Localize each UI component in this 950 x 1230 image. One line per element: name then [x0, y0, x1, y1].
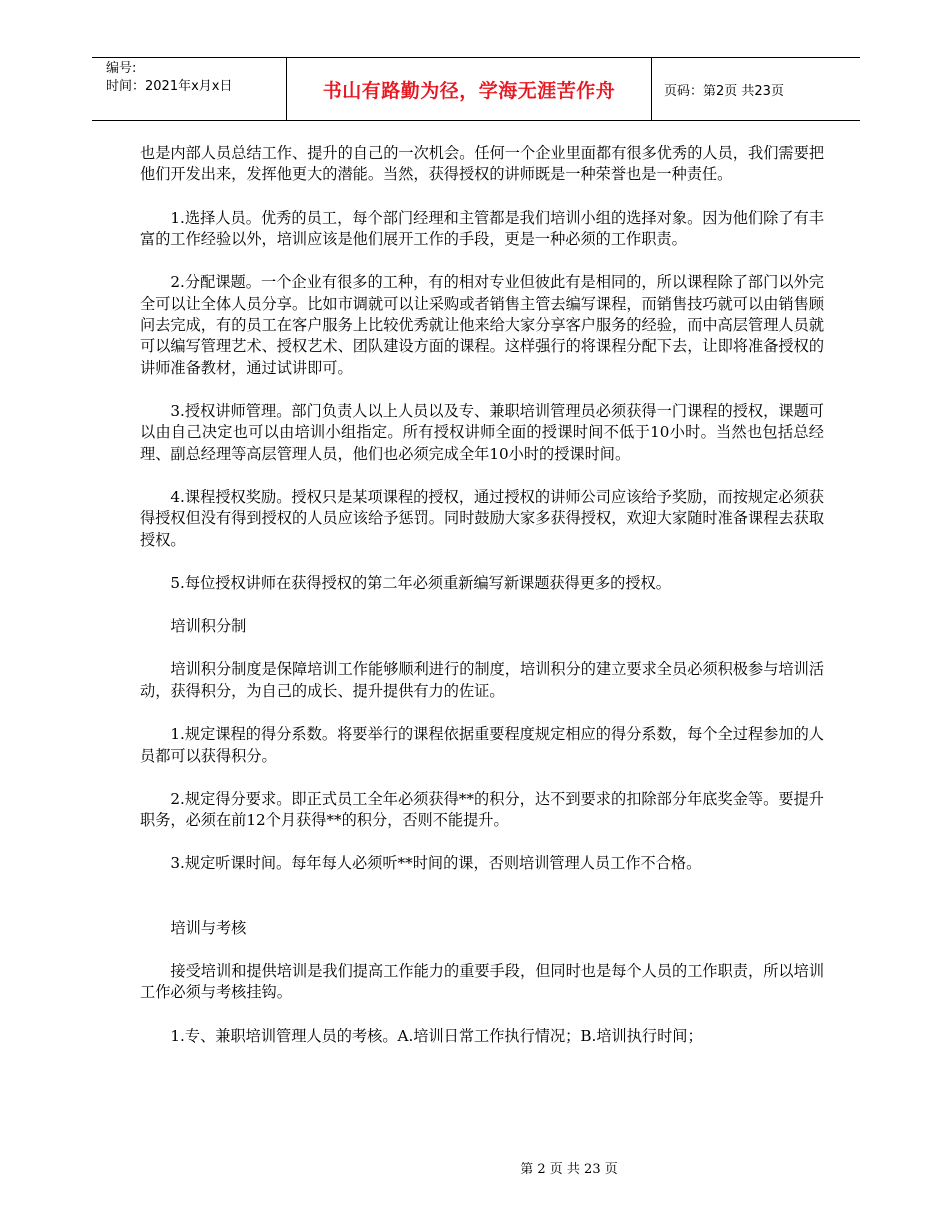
paragraph-select-personnel: 1.选择人员。优秀的员工，每个部门经理和主管都是我们培训小组的选择对象。因为他们除了有丰富的工作经验以外，培训应该是他们展开工作的手段，更是一种必须的工作职责。 [140, 208, 824, 249]
paragraph-score-requirement: 2.规定得分要求。即正式员工全年必须获得**的积分，达不到要求的扣除部分年底奖金等。要提升职务，必须在前12个月获得**的积分，否则不能提升。 [140, 789, 824, 830]
page-footer: 第 2 页 共 23 页 [520, 1162, 618, 1177]
paragraph-continuation: 也是内部人员总结工作、提升的自己的一次机会。任何一个企业里面都有很多优秀的人员，我们需要把他们开发出来，发挥他更大的潜能。当然，获得授权的讲师既是一种荣誉也是一种责任。 [140, 144, 824, 184]
document-number-label: 编号: [106, 61, 137, 76]
document-header [92, 57, 860, 121]
paragraph-attendance-time: 3.规定听课时间。每年每人必须听**时间的课，否则培训管理人员工作不合格。 [170, 854, 702, 873]
header-motto-cell [286, 58, 652, 120]
header-motto: 书山有路勤为径，学海无涯苦作舟 [322, 79, 616, 102]
paragraph-score-coefficient: 1.规定课程的得分系数。将要举行的课程依据重要程度规定相应的得分系数，每个全过程参加的人员都可以获得积分。 [140, 725, 824, 765]
header-meta [92, 58, 286, 120]
paragraph-authorization-reward: 4.课程授权奖励。授权只是某项课程的授权，通过授权的讲师公司应该给予奖励，而按规定必须获得授权但没有得到授权的人员应该给予惩罚。同时鼓励大家多获得授权，欢迎大家随时准备课程去获取授权。 [140, 488, 824, 549]
document-body [140, 143, 824, 1069]
section-heading-points-system: 培训积分制 [170, 617, 247, 636]
section-heading-training-assessment: 培训与考核 [170, 918, 247, 937]
document-time-label: 时间：2021年x月x日 [106, 79, 233, 94]
paragraph-lecturer-management: 3.授权讲师管理。部门负责人以上人员以及专、兼职培训管理员必须获得一门课程的授权，课题可以由自己决定也可以由培训小组指定。所有授权讲师全面的授课时间不低于10小时。当然也包括总经理、副总经理等高层管理人员，他们也必须完成全年10小时的授课时间。 [140, 402, 824, 463]
paragraph-manager-assessment: 1.专、兼职培训管理人员的考核。A.培训日常工作执行情况；B.培训执行时间； [170, 1026, 703, 1045]
header-page-info: 页码：第2页 共23页 [664, 83, 784, 99]
header-page-info-cell [652, 58, 860, 120]
paragraph-points-system-intro: 培训积分制度是保障培训工作能够顺利进行的制度，培训积分的建立要求全员必须积极参与培训活动，获得积分，为自己的成长、提升提供有力的佐证。 [140, 660, 824, 700]
paragraph-assessment-intro: 接受培训和提供培训是我们提高工作能力的重要手段，但同时也是每个人员的工作职责，所以培训工作必须与考核挂钩。 [140, 961, 824, 1002]
paragraph-assign-topics: 2.分配课题。一个企业有很多的工种，有的相对专业但彼此有是相同的，所以课程除了部门以外完全可以让全体人员分享。比如市调就可以让采购或者销售主管去编写课程，而销售技巧就可以由销售顾问去完成，有的员工在客户服务上比较优秀就让他来给大家分享客户服务的经验，而中高层管理人员就可以编写管理艺术、授权艺术、团队建设方面的课程。这样强行的将课程分配下去，让即将准备授权的讲师准备教材，通过试讲即可。 [140, 273, 824, 377]
paragraph-renewal: 5.每位授权讲师在获得授权的第二年必须重新编写新课题获得更多的授权。 [170, 574, 671, 593]
